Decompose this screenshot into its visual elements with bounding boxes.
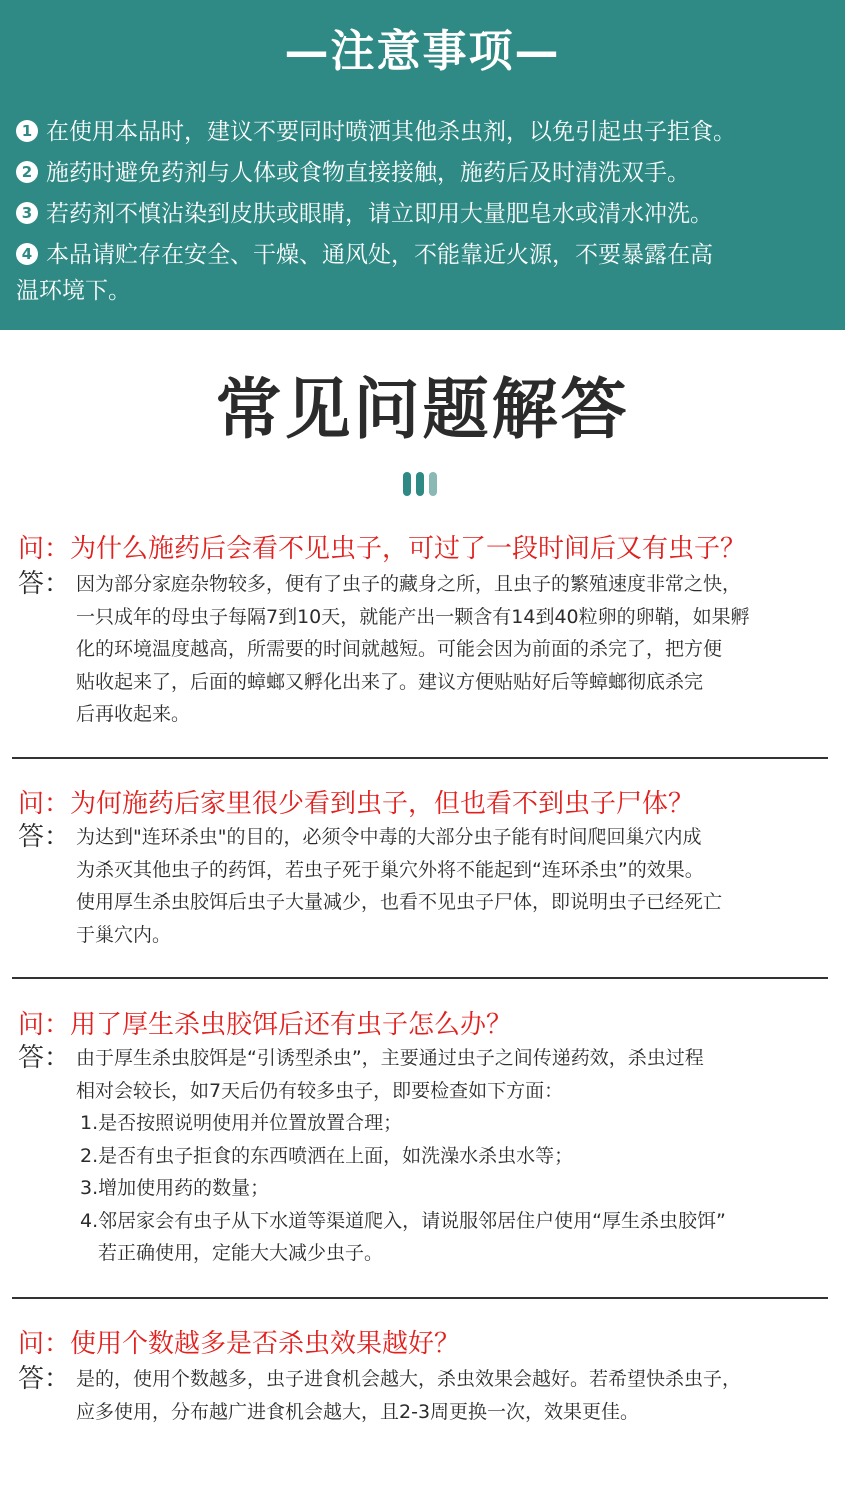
faq-answer <box>76 568 816 731</box>
answer-list-item: 若正确使用，定能大大减少虫子。 <box>98 1242 384 1264</box>
notice-item-line: 本品请贮存在安全、干燥、通风处，不能靠近火源，不要暴露在高 <box>46 242 713 268</box>
number-3-icon: 3 <box>16 202 38 224</box>
faq-question: 问：为什么施药后会看不见虫子，可过了一段时间后又有虫子？ <box>18 534 747 564</box>
answer-line: 由于厚生杀虫胶饵是“引诱型杀虫”，主要通过虫子之间传递药效，杀虫过程 <box>76 1047 704 1069</box>
number-4-icon: 4 <box>16 243 38 265</box>
decorative-bars-icon <box>403 472 443 496</box>
faq-question: 问：为何施药后家里很少看到虫子，但也看不到虫子尸体？ <box>18 789 695 819</box>
answer-label: 答： <box>18 1364 71 1394</box>
notice-item <box>16 196 838 232</box>
notice-item-text: 若药剂不慎沾染到皮肤或眼睛，请立即用大量肥皂水或清水冲洗。 <box>46 201 713 227</box>
divider <box>12 1297 828 1299</box>
bar <box>416 472 424 496</box>
answer-line: 贴收起来了，后面的蟑螂又孵化出来了。建议方便贴贴好后等蟑螂彻底杀完 <box>76 670 704 693</box>
answer-label: 答： <box>18 569 71 599</box>
notice-item-text: 在使用本品时，建议不要同时喷洒其他杀虫剂，以免引起虫子拒食。 <box>46 119 736 145</box>
faq-title: 常见问题解答 <box>215 371 630 448</box>
answer-line: 一只成年的母虫子每隔7到10天，就能产出一颗含有14到40粒卵的卵鞘，如果孵 <box>76 605 750 628</box>
faq-answer <box>76 1042 816 1270</box>
answer-line: 化的环境温度越高，所需要的时间就越短。可能会因为前面的杀完了，把方便 <box>76 638 723 660</box>
answer-line: 为杀灭其他虫子的药饵，若虫子死于巢穴外将不能起到“连环杀虫”的效果。 <box>76 858 704 881</box>
answer-line: 为达到"连环杀虫"的目的，必须令中毒的大部分虫子能有时间爬回巢穴内成 <box>76 826 702 848</box>
answer-label: 答： <box>18 822 71 852</box>
divider <box>12 757 828 759</box>
answer-list-item: 4.邻居家会有虫子从下水道等渠道爬入，请说服邻居住户使用“厚生杀虫胶饵” <box>80 1209 726 1232</box>
answer-line: 使用厚生杀虫胶饵后虫子大量减少，也看不见虫子尸体，即说明虫子已经死亡 <box>76 891 723 913</box>
answer-line: 是的，使用个数越多，虫子进食机会越大，杀虫效果会越好。若希望快杀虫子， <box>76 1368 742 1390</box>
notice-banner <box>0 0 845 330</box>
notice-item <box>16 114 838 150</box>
faq-answer <box>76 821 816 951</box>
answer-list-item: 1.是否按照说明使用并位置放置合理； <box>80 1112 403 1134</box>
notice-item <box>16 155 838 191</box>
answer-line: 于巢穴内。 <box>76 923 172 946</box>
notice-item-text <box>16 237 713 309</box>
answer-list-item: 3.增加使用药的数量； <box>80 1177 270 1199</box>
divider <box>12 977 828 979</box>
notice-item <box>16 237 838 309</box>
answer-line: 后再收起来。 <box>76 703 191 725</box>
bar <box>429 472 437 496</box>
notice-title: —注意事项— <box>284 26 561 77</box>
faq-question: 问：使用个数越多是否杀虫效果越好？ <box>18 1329 461 1359</box>
answer-list-item: 2.是否有虫子拒食的东西喷洒在上面，如洗澡水杀虫水等； <box>80 1144 574 1167</box>
answer-line: 应多使用，分布越广进食机会越大，且2-3周更换一次，效果更佳。 <box>76 1400 640 1423</box>
answer-line: 因为部分家庭杂物较多，便有了虫子的藏身之所，且虫子的繁殖速度非常之快， <box>76 573 742 595</box>
answer-label: 答： <box>18 1043 71 1073</box>
faq-question: 问：用了厚生杀虫胶饵后还有虫子怎么办？ <box>18 1010 513 1040</box>
answer-line: 相对会较长，如7天后仍有较多虫子，即要检查如下方面： <box>76 1079 564 1102</box>
bar <box>403 472 411 496</box>
number-2-icon: 2 <box>16 161 38 183</box>
notice-item-line: 温环境下。 <box>16 278 131 304</box>
faq-answer <box>76 1363 816 1428</box>
notice-item-text: 施药时避免药剂与人体或食物直接接触，施药后及时清洗双手。 <box>46 160 690 186</box>
number-1-icon: 1 <box>16 120 38 142</box>
